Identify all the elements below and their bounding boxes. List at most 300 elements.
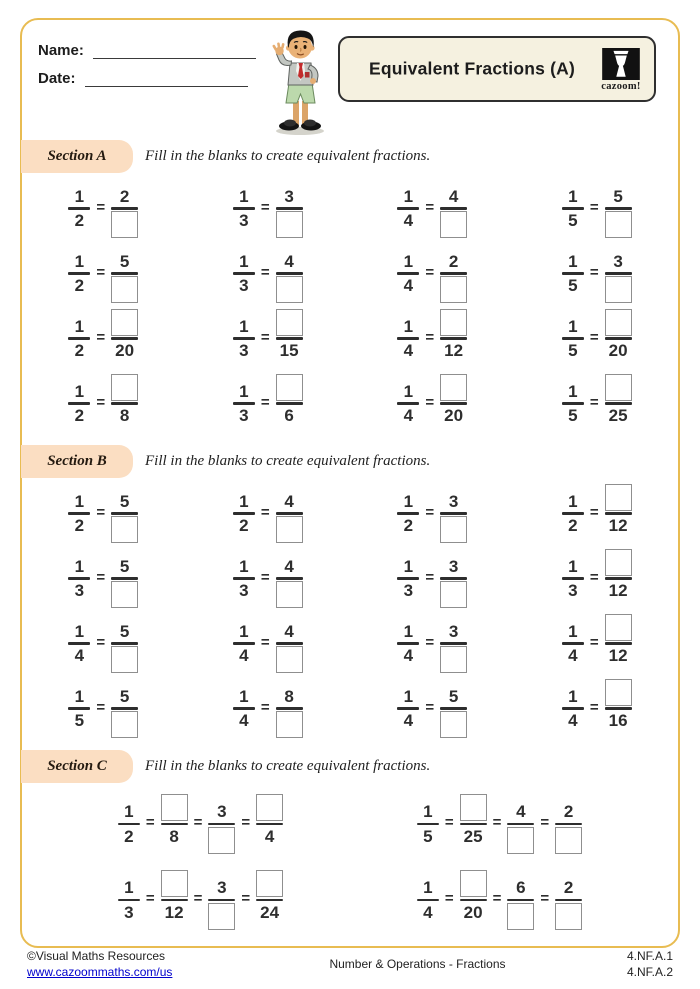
fraction-numerator bbox=[280, 241, 297, 271]
fraction-number: 4 bbox=[284, 251, 294, 271]
fraction-number: 8 bbox=[284, 686, 294, 706]
fraction-denominator bbox=[400, 276, 417, 306]
answer-box[interactable] bbox=[276, 276, 303, 303]
equals-sign: = bbox=[96, 263, 106, 281]
answer-box[interactable] bbox=[507, 903, 534, 930]
fraction-numerator bbox=[564, 241, 581, 271]
fraction-bar bbox=[460, 823, 487, 826]
fraction bbox=[276, 306, 303, 372]
fraction-number: 16 bbox=[608, 711, 628, 731]
fraction-number: 5 bbox=[568, 341, 578, 361]
fraction-bar bbox=[111, 272, 138, 275]
fraction-bar bbox=[276, 577, 303, 580]
fraction-denominator bbox=[276, 276, 303, 306]
fraction-bar bbox=[256, 823, 283, 826]
fraction-denominator bbox=[564, 711, 581, 741]
fraction bbox=[111, 241, 138, 307]
equals-sign: = bbox=[260, 698, 270, 716]
fraction-number: 5 bbox=[119, 556, 130, 576]
fraction bbox=[507, 867, 534, 933]
fraction-number: 2 bbox=[74, 276, 85, 296]
fraction bbox=[276, 371, 303, 437]
fraction bbox=[397, 676, 419, 742]
fraction-bar bbox=[605, 512, 632, 515]
problem bbox=[397, 481, 467, 547]
fraction-numerator bbox=[564, 546, 581, 576]
section-b-label-band bbox=[21, 445, 133, 478]
equals-sign: = bbox=[260, 568, 270, 586]
fraction-numerator bbox=[71, 241, 88, 271]
fraction-number: 1 bbox=[124, 802, 134, 822]
fraction-numerator bbox=[440, 371, 467, 401]
section-a-instruction: Fill in the blanks to create equivalent fractions. bbox=[145, 148, 431, 164]
fraction-numerator bbox=[400, 306, 417, 336]
problem bbox=[68, 371, 138, 437]
fraction-bar bbox=[68, 512, 90, 515]
fraction bbox=[68, 241, 90, 307]
fraction-number: 1 bbox=[74, 186, 85, 206]
fraction-numerator bbox=[400, 371, 417, 401]
fraction-number: 4 bbox=[403, 341, 414, 361]
fraction-numerator bbox=[564, 676, 581, 706]
fraction-number: 1 bbox=[403, 491, 414, 511]
fraction bbox=[118, 867, 140, 933]
fraction-denominator bbox=[276, 341, 303, 371]
fraction-number: 8 bbox=[169, 826, 179, 846]
fraction-denominator bbox=[400, 341, 417, 371]
fraction-denominator bbox=[71, 516, 88, 546]
fraction-bar bbox=[397, 707, 419, 710]
fraction bbox=[256, 867, 283, 933]
fraction bbox=[111, 611, 138, 677]
fraction-bar bbox=[68, 207, 90, 210]
fraction bbox=[233, 176, 255, 242]
fraction-denominator bbox=[276, 211, 303, 241]
fraction-number: 1 bbox=[568, 556, 578, 576]
fraction-denominator bbox=[111, 711, 138, 741]
date-input-line[interactable] bbox=[85, 70, 248, 87]
fraction-bar bbox=[233, 642, 255, 645]
fraction-numerator bbox=[564, 481, 581, 511]
answer-box[interactable] bbox=[276, 516, 303, 543]
fraction-denominator bbox=[440, 516, 467, 546]
equals-sign: = bbox=[589, 393, 599, 411]
fraction-number: 3 bbox=[239, 276, 249, 296]
fraction-bar bbox=[562, 707, 584, 710]
fraction-bar bbox=[233, 207, 255, 210]
fraction-number: 1 bbox=[239, 556, 249, 576]
fraction bbox=[397, 241, 419, 307]
fraction bbox=[276, 611, 303, 677]
problem bbox=[397, 611, 467, 677]
fraction-number: 1 bbox=[568, 186, 578, 206]
answer-box[interactable] bbox=[440, 276, 467, 303]
fraction bbox=[440, 481, 467, 547]
answer-box[interactable] bbox=[555, 903, 582, 930]
fraction-number: 1 bbox=[239, 491, 249, 511]
answer-box[interactable] bbox=[276, 309, 303, 336]
fraction-denominator bbox=[261, 827, 278, 857]
fraction-denominator bbox=[419, 903, 436, 933]
cazoom-logo bbox=[595, 48, 647, 92]
fraction bbox=[68, 306, 90, 372]
fraction bbox=[605, 176, 632, 242]
fraction-number: 8 bbox=[119, 406, 130, 426]
answer-box[interactable] bbox=[111, 711, 138, 738]
fraction-bar bbox=[276, 337, 303, 340]
equals-sign: = bbox=[145, 890, 155, 908]
equals-sign: = bbox=[193, 814, 203, 832]
answer-box[interactable] bbox=[605, 614, 632, 641]
fraction-denominator bbox=[235, 211, 252, 241]
fraction-numerator bbox=[445, 676, 462, 706]
fraction-number: 4 bbox=[403, 646, 414, 666]
fraction-number: 4 bbox=[403, 276, 414, 296]
equals-sign: = bbox=[425, 328, 435, 346]
problem bbox=[562, 241, 632, 307]
equals-sign: = bbox=[96, 198, 106, 216]
fraction bbox=[562, 481, 584, 547]
fraction bbox=[562, 546, 584, 612]
copyright-text: ©Visual Maths Resources bbox=[27, 949, 166, 963]
fraction-denominator bbox=[440, 711, 467, 741]
fraction-numerator bbox=[120, 791, 137, 821]
fraction bbox=[233, 371, 255, 437]
fraction-numerator bbox=[161, 791, 188, 821]
fraction-numerator bbox=[116, 546, 133, 576]
equals-sign: = bbox=[425, 393, 435, 411]
fraction-denominator bbox=[460, 827, 487, 857]
fraction-numerator bbox=[419, 791, 436, 821]
fraction-denominator bbox=[111, 581, 138, 611]
equals-sign: = bbox=[260, 633, 270, 651]
fraction-denominator bbox=[555, 903, 582, 933]
fraction-numerator bbox=[280, 481, 297, 511]
fraction bbox=[397, 611, 419, 677]
fraction-numerator bbox=[560, 791, 577, 821]
fraction-denominator bbox=[400, 516, 417, 546]
fraction-numerator bbox=[235, 241, 252, 271]
fraction-denominator bbox=[564, 406, 581, 436]
fraction-numerator bbox=[400, 676, 417, 706]
name-input-line[interactable] bbox=[93, 42, 256, 59]
answer-box[interactable] bbox=[111, 581, 138, 608]
fraction-number: 3 bbox=[239, 581, 249, 601]
fraction-bar bbox=[562, 642, 584, 645]
fraction-denominator bbox=[165, 827, 182, 857]
fraction-numerator bbox=[116, 176, 133, 206]
fraction-numerator bbox=[445, 546, 462, 576]
answer-box[interactable] bbox=[460, 794, 487, 821]
problem bbox=[417, 791, 582, 857]
problem bbox=[68, 611, 138, 677]
section-c-label: Section C bbox=[47, 758, 107, 774]
answer-box[interactable] bbox=[440, 711, 467, 738]
fraction-bar bbox=[68, 642, 90, 645]
equals-sign: = bbox=[193, 890, 203, 908]
answer-box[interactable] bbox=[111, 646, 138, 673]
fraction bbox=[605, 611, 632, 677]
problem bbox=[118, 867, 283, 933]
fraction-number: 1 bbox=[74, 686, 85, 706]
equals-sign: = bbox=[425, 503, 435, 521]
fraction bbox=[605, 676, 632, 742]
fraction-numerator bbox=[235, 481, 252, 511]
fraction-numerator bbox=[235, 176, 252, 206]
answer-box[interactable] bbox=[208, 903, 235, 930]
answer-box[interactable] bbox=[440, 309, 467, 336]
fraction-numerator bbox=[512, 867, 529, 897]
answer-box[interactable] bbox=[111, 374, 138, 401]
fraction bbox=[276, 481, 303, 547]
fraction-number: 2 bbox=[563, 802, 574, 822]
answer-box[interactable] bbox=[440, 516, 467, 543]
answer-box[interactable] bbox=[440, 581, 467, 608]
fraction-number: 1 bbox=[74, 251, 85, 271]
fraction-bar bbox=[440, 577, 467, 580]
answer-box[interactable] bbox=[605, 484, 632, 511]
answer-box[interactable] bbox=[605, 374, 632, 401]
fraction-numerator bbox=[605, 611, 632, 641]
fraction-denominator bbox=[400, 646, 417, 676]
equals-sign: = bbox=[425, 568, 435, 586]
answer-box[interactable] bbox=[111, 211, 138, 238]
answer-box[interactable] bbox=[161, 794, 188, 821]
fraction bbox=[440, 371, 467, 437]
problem bbox=[233, 306, 303, 372]
fraction-numerator bbox=[71, 371, 88, 401]
fraction-number: 4 bbox=[264, 826, 275, 846]
fraction-denominator bbox=[235, 581, 252, 611]
answer-box[interactable] bbox=[256, 794, 283, 821]
fraction-bar bbox=[111, 707, 138, 710]
fraction-number: 4 bbox=[284, 491, 294, 511]
equals-sign: = bbox=[425, 698, 435, 716]
answer-box[interactable] bbox=[256, 870, 283, 897]
equals-sign: = bbox=[260, 328, 270, 346]
answer-box[interactable] bbox=[111, 276, 138, 303]
equals-sign: = bbox=[589, 263, 599, 281]
fraction-number: 24 bbox=[260, 902, 280, 922]
fraction-numerator bbox=[111, 371, 138, 401]
section-b-problems bbox=[21, 481, 679, 741]
fraction-numerator bbox=[460, 867, 487, 897]
fraction-number: 1 bbox=[423, 802, 433, 822]
section-a-label: Section A bbox=[47, 148, 107, 164]
fraction-number: 3 bbox=[239, 341, 249, 361]
fraction-denominator bbox=[71, 406, 88, 436]
fraction-number: 25 bbox=[608, 406, 628, 426]
answer-box[interactable] bbox=[440, 646, 467, 673]
problem bbox=[118, 791, 283, 857]
fraction bbox=[507, 791, 534, 857]
equals-sign: = bbox=[260, 263, 270, 281]
answer-box[interactable] bbox=[276, 374, 303, 401]
fraction-number: 5 bbox=[119, 686, 130, 706]
section-b-label: Section B bbox=[47, 453, 107, 469]
fraction-numerator bbox=[400, 546, 417, 576]
fraction-denominator bbox=[111, 276, 138, 306]
fraction bbox=[440, 176, 467, 242]
equals-sign: = bbox=[589, 633, 599, 651]
fraction-numerator bbox=[445, 176, 462, 206]
fraction-bar bbox=[562, 402, 584, 405]
fraction-bar bbox=[233, 707, 255, 710]
fraction-denominator bbox=[71, 581, 88, 611]
fraction-numerator bbox=[605, 546, 632, 576]
answer-box[interactable] bbox=[555, 827, 582, 854]
fraction-bar bbox=[417, 899, 439, 902]
fraction-denominator bbox=[440, 341, 467, 371]
answer-box[interactable] bbox=[440, 211, 467, 238]
answer-box[interactable] bbox=[161, 870, 188, 897]
fraction-number: 3 bbox=[448, 556, 459, 576]
fraction-numerator bbox=[609, 241, 626, 271]
fraction-number: 1 bbox=[403, 316, 414, 336]
fraction bbox=[111, 481, 138, 547]
fraction-denominator bbox=[256, 903, 283, 933]
fraction-numerator bbox=[445, 481, 462, 511]
fraction-number: 5 bbox=[448, 686, 459, 706]
answer-box[interactable] bbox=[605, 309, 632, 336]
fraction-numerator bbox=[71, 546, 88, 576]
fraction-number: 5 bbox=[568, 276, 578, 296]
answer-box[interactable] bbox=[605, 276, 632, 303]
problem bbox=[68, 481, 138, 547]
fraction-number: 5 bbox=[74, 711, 85, 731]
answer-box[interactable] bbox=[605, 211, 632, 238]
fraction bbox=[397, 306, 419, 372]
answer-box[interactable] bbox=[208, 827, 235, 854]
fraction-bar bbox=[562, 512, 584, 515]
fraction bbox=[562, 676, 584, 742]
fraction-denominator bbox=[276, 516, 303, 546]
fraction-numerator bbox=[111, 306, 138, 336]
fraction-number: 12 bbox=[608, 646, 628, 666]
problem bbox=[417, 867, 582, 933]
fraction-numerator bbox=[605, 306, 632, 336]
equals-sign: = bbox=[492, 890, 502, 908]
answer-box[interactable] bbox=[276, 581, 303, 608]
fraction-bar bbox=[440, 512, 467, 515]
fraction-number: 20 bbox=[608, 341, 628, 361]
fraction-denominator bbox=[235, 711, 252, 741]
fraction-bar bbox=[562, 207, 584, 210]
fraction-bar bbox=[397, 402, 419, 405]
answer-box[interactable] bbox=[111, 309, 138, 336]
fraction-number: 2 bbox=[74, 516, 85, 536]
fraction-number: 2 bbox=[239, 516, 249, 536]
fraction-denominator bbox=[111, 341, 138, 371]
equals-sign: = bbox=[96, 633, 106, 651]
answer-box[interactable] bbox=[276, 211, 303, 238]
answer-box[interactable] bbox=[276, 711, 303, 738]
equals-sign: = bbox=[425, 198, 435, 216]
fraction-number: 2 bbox=[74, 406, 85, 426]
fraction-number: 4 bbox=[516, 802, 526, 822]
equals-sign: = bbox=[444, 814, 454, 832]
fraction-bar bbox=[397, 512, 419, 515]
fraction-denominator bbox=[400, 406, 417, 436]
fraction-numerator bbox=[605, 371, 632, 401]
title-box bbox=[338, 36, 656, 102]
fraction-bar bbox=[111, 402, 138, 405]
fraction-number: 1 bbox=[403, 621, 414, 641]
fraction-denominator bbox=[71, 711, 88, 741]
fraction-bar bbox=[233, 272, 255, 275]
fraction-denominator bbox=[440, 646, 467, 676]
fraction-denominator bbox=[605, 276, 632, 306]
fraction-number: 4 bbox=[423, 902, 433, 922]
cazoom-drum-icon bbox=[602, 48, 640, 80]
fraction-number: 1 bbox=[239, 316, 249, 336]
problem bbox=[397, 241, 467, 307]
fraction-numerator bbox=[564, 611, 581, 641]
fraction bbox=[440, 676, 467, 742]
fraction-number: 1 bbox=[239, 186, 249, 206]
fraction-numerator bbox=[605, 481, 632, 511]
fraction-bar bbox=[111, 207, 138, 210]
problem bbox=[562, 371, 632, 437]
fraction bbox=[233, 611, 255, 677]
fraction-bar bbox=[276, 272, 303, 275]
fraction bbox=[161, 867, 188, 933]
fraction-denominator bbox=[605, 646, 632, 676]
fraction-bar bbox=[507, 823, 534, 826]
problem bbox=[562, 481, 632, 547]
fraction-denominator bbox=[555, 827, 582, 857]
fraction-denominator bbox=[419, 827, 436, 857]
fraction-denominator bbox=[235, 516, 252, 546]
fraction-number: 1 bbox=[568, 381, 578, 401]
problem bbox=[233, 241, 303, 307]
answer-box[interactable] bbox=[605, 549, 632, 576]
fraction-denominator bbox=[111, 211, 138, 241]
equals-sign: = bbox=[260, 198, 270, 216]
answer-box[interactable] bbox=[111, 516, 138, 543]
fraction bbox=[440, 546, 467, 612]
fraction-number: 4 bbox=[74, 646, 85, 666]
fraction-bar bbox=[460, 899, 487, 902]
fraction-numerator bbox=[445, 241, 462, 271]
fraction-numerator bbox=[564, 371, 581, 401]
fraction-bar bbox=[233, 337, 255, 340]
fraction-numerator bbox=[116, 611, 133, 641]
equals-sign: = bbox=[241, 890, 251, 908]
fraction-number: 5 bbox=[119, 491, 130, 511]
fraction-numerator bbox=[71, 306, 88, 336]
answer-box[interactable] bbox=[605, 679, 632, 706]
fraction-bar bbox=[233, 512, 255, 515]
fraction-bar bbox=[276, 512, 303, 515]
fraction-numerator bbox=[280, 611, 297, 641]
fraction-numerator bbox=[116, 241, 133, 271]
fraction bbox=[397, 371, 419, 437]
equals-sign: = bbox=[96, 698, 106, 716]
fraction-denominator bbox=[564, 581, 581, 611]
answer-box[interactable] bbox=[276, 646, 303, 673]
fraction bbox=[562, 306, 584, 372]
answer-box[interactable] bbox=[460, 870, 487, 897]
section-b-instruction: Fill in the blanks to create equivalent fractions. bbox=[145, 453, 431, 469]
answer-box[interactable] bbox=[440, 374, 467, 401]
fraction-numerator bbox=[280, 176, 297, 206]
fraction-number: 25 bbox=[463, 826, 483, 846]
answer-box[interactable] bbox=[507, 827, 534, 854]
website-link[interactable]: www.cazoommaths.com/us bbox=[27, 965, 173, 980]
equals-sign: = bbox=[96, 503, 106, 521]
fraction bbox=[605, 481, 632, 547]
